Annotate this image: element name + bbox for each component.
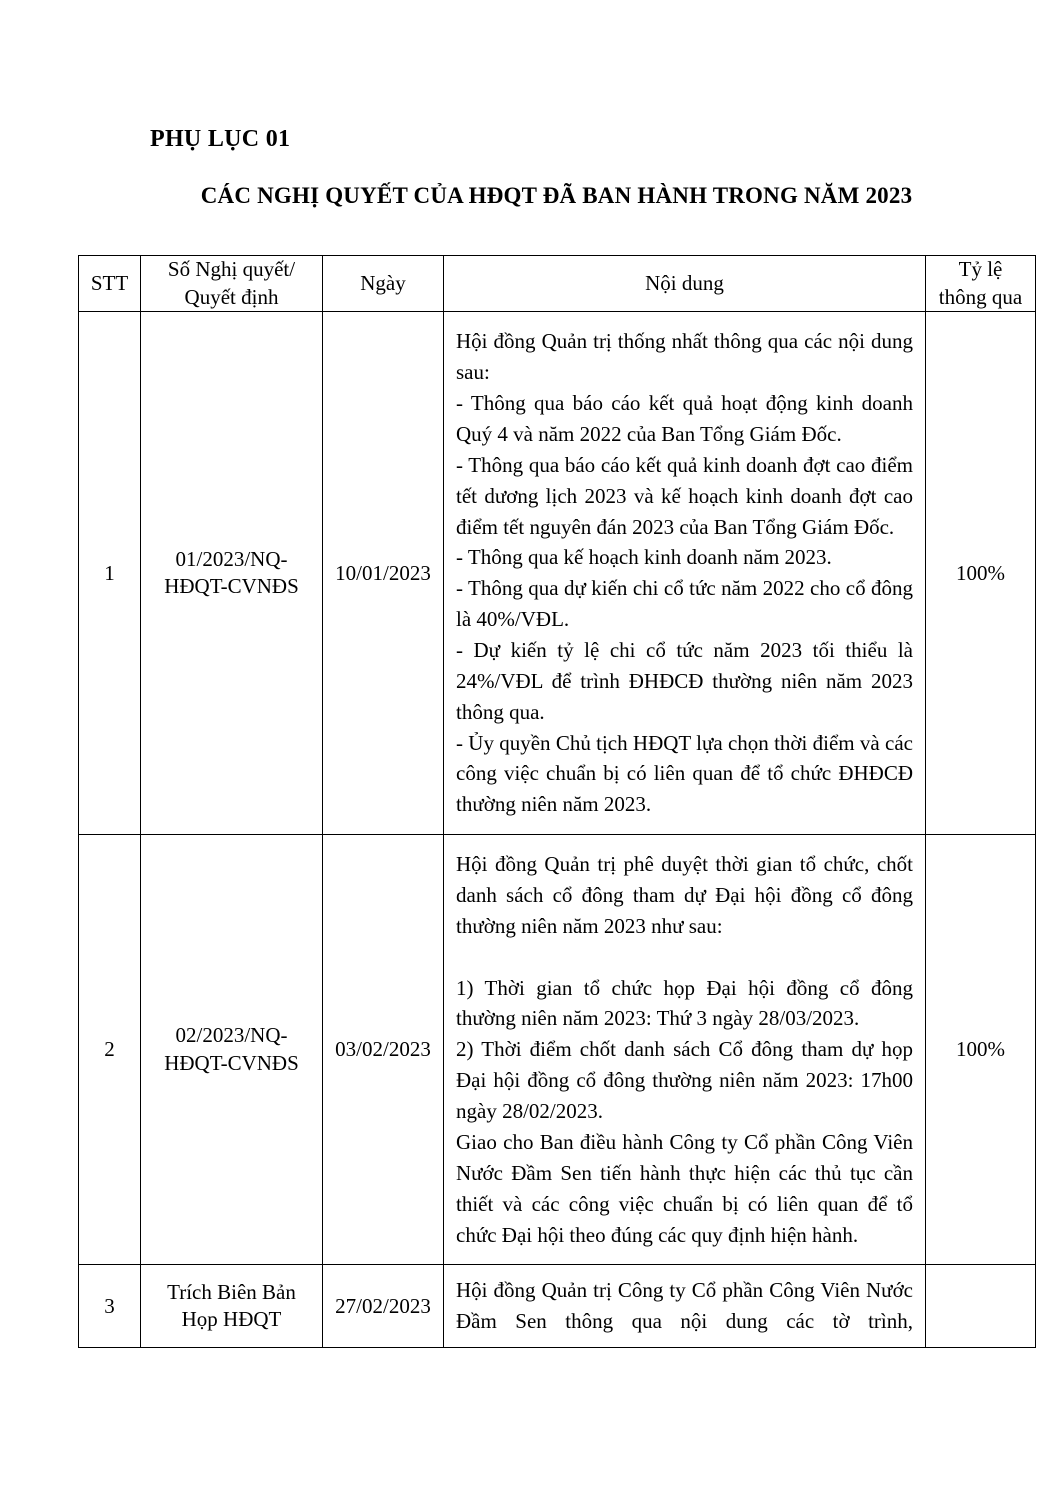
column-header-approval-rate-line2: thông qua [938, 284, 1023, 309]
column-header-stt [79, 256, 141, 312]
row-content [444, 835, 926, 1265]
row-resolution-number-line1: 01/2023/NQ- [175, 547, 288, 572]
content-paragraph: 2) Thời điểm chốt danh sách Cổ đông tham dự họp Đại hội đồng cổ đông thường niên năm 2023: 17h00 ngày 28/02/2023. [456, 1037, 913, 1124]
content-paragraph: - Ủy quyền Chủ tịch HĐQT lựa chọn thời điểm và các công việc chuẩn bị có liên quan để tổ chức ĐHĐCĐ thường niên năm 2023. [456, 730, 913, 817]
content-paragraph: Giao cho Ban điều hành Công ty Cổ phần Công Viên Nước Đầm Sen tiến hành thực hiện các thủ tục cần thiết và các công việc chuẩn bị có liên quan để tổ chức Đại hội theo đúng các quy định hiện hành. [456, 1129, 913, 1247]
content-paragraph: - Thông qua báo cáo kết quả kinh doanh đợt cao điểm tết dương lịch 2023 và kế hoạch kinh doanh đợt cao điểm tết nguyên đán 2023 của Ban Tổng Giám Đốc. [456, 452, 913, 539]
content-paragraph: Hội đồng Quản trị thống nhất thông qua các nội dung sau: [456, 329, 913, 385]
column-header-approval-rate [926, 256, 1036, 312]
row-resolution-number-line2: HĐQT-CVNĐS [164, 574, 299, 599]
table-row [79, 1265, 1036, 1348]
page-subtitle: CÁC NGHỊ QUYẾT CỦA HĐQT ĐÃ BAN HÀNH TRONG NĂM 2023 [200, 183, 913, 208]
row-content [444, 1265, 926, 1348]
page-title: PHỤ LỤC 01 [150, 126, 291, 152]
column-header-content [444, 256, 926, 312]
row-approval-rate: 100% [926, 312, 1036, 835]
table-row [79, 312, 1036, 835]
column-header-date-label: Ngày [360, 270, 406, 295]
row-date: 27/02/2023 [323, 1265, 444, 1348]
column-header-approval-rate-line1: Tỷ lệ [958, 257, 1003, 281]
row-resolution-number [141, 1265, 323, 1348]
row-resolution-number-line1: 02/2023/NQ- [175, 1023, 288, 1048]
row-stt: 1 [79, 312, 141, 835]
row-content [444, 312, 926, 835]
row-date: 10/01/2023 [323, 312, 444, 835]
content-paragraph: - Thông qua dự kiến chi cổ tức năm 2022 cho cổ đông là 40%/VĐL. [456, 576, 913, 632]
resolutions-table [78, 255, 1036, 1348]
content-paragraph: Hội đồng Quản trị phê duyệt thời gian tổ chức, chốt danh sách cổ đông tham dự Đại hội đồng cổ đông thường niên năm 2023 như sau: [456, 852, 913, 938]
content-paragraph: - Thông qua kế hoạch kinh doanh năm 2023. [456, 545, 832, 570]
row-resolution-number-line1: Trích Biên Bản [167, 1279, 296, 1304]
column-header-date [323, 256, 444, 312]
table-header-row [79, 256, 1036, 312]
row-date: 03/02/2023 [323, 835, 444, 1265]
column-header-resolution-number-line2: Quyết định [184, 284, 279, 309]
row-stt: 2 [79, 835, 141, 1265]
content-paragraph: - Thông qua báo cáo kết quả hoạt động kinh doanh Quý 4 và năm 2022 của Ban Tổng Giám Đốc. [456, 391, 913, 447]
content-paragraph: 1) Thời gian tổ chức họp Đại hội đồng cổ đông thường niên năm 2023: Thứ 3 ngày 28/03/2023. [456, 975, 913, 1031]
content-paragraph: Hội đồng Quản trị Công ty Cổ phần Công Viên Nước Đầm Sen thông qua nội dung các tờ trình, [456, 1278, 913, 1334]
row-stt: 3 [79, 1265, 141, 1348]
column-header-resolution-number-line1: Số Nghị quyết/ [167, 257, 296, 281]
column-header-content-label: Nội dung [645, 270, 724, 295]
row-resolution-number-line2: Họp HĐQT [181, 1307, 282, 1332]
row-resolution-number [141, 835, 323, 1265]
column-header-resolution-number [141, 256, 323, 312]
column-header-stt-label: STT [90, 270, 129, 295]
content-paragraph: - Dự kiến tỷ lệ chi cổ tức năm 2023 tối thiểu là 24%/VĐL để trình ĐHĐCĐ thường niên năm 2023 thông qua. [456, 638, 913, 724]
table-row [79, 835, 1036, 1265]
row-resolution-number [141, 312, 323, 835]
row-approval-rate: 100% [926, 835, 1036, 1265]
row-approval-rate [926, 1265, 1036, 1348]
row-resolution-number-line2: HĐQT-CVNĐS [164, 1050, 299, 1075]
